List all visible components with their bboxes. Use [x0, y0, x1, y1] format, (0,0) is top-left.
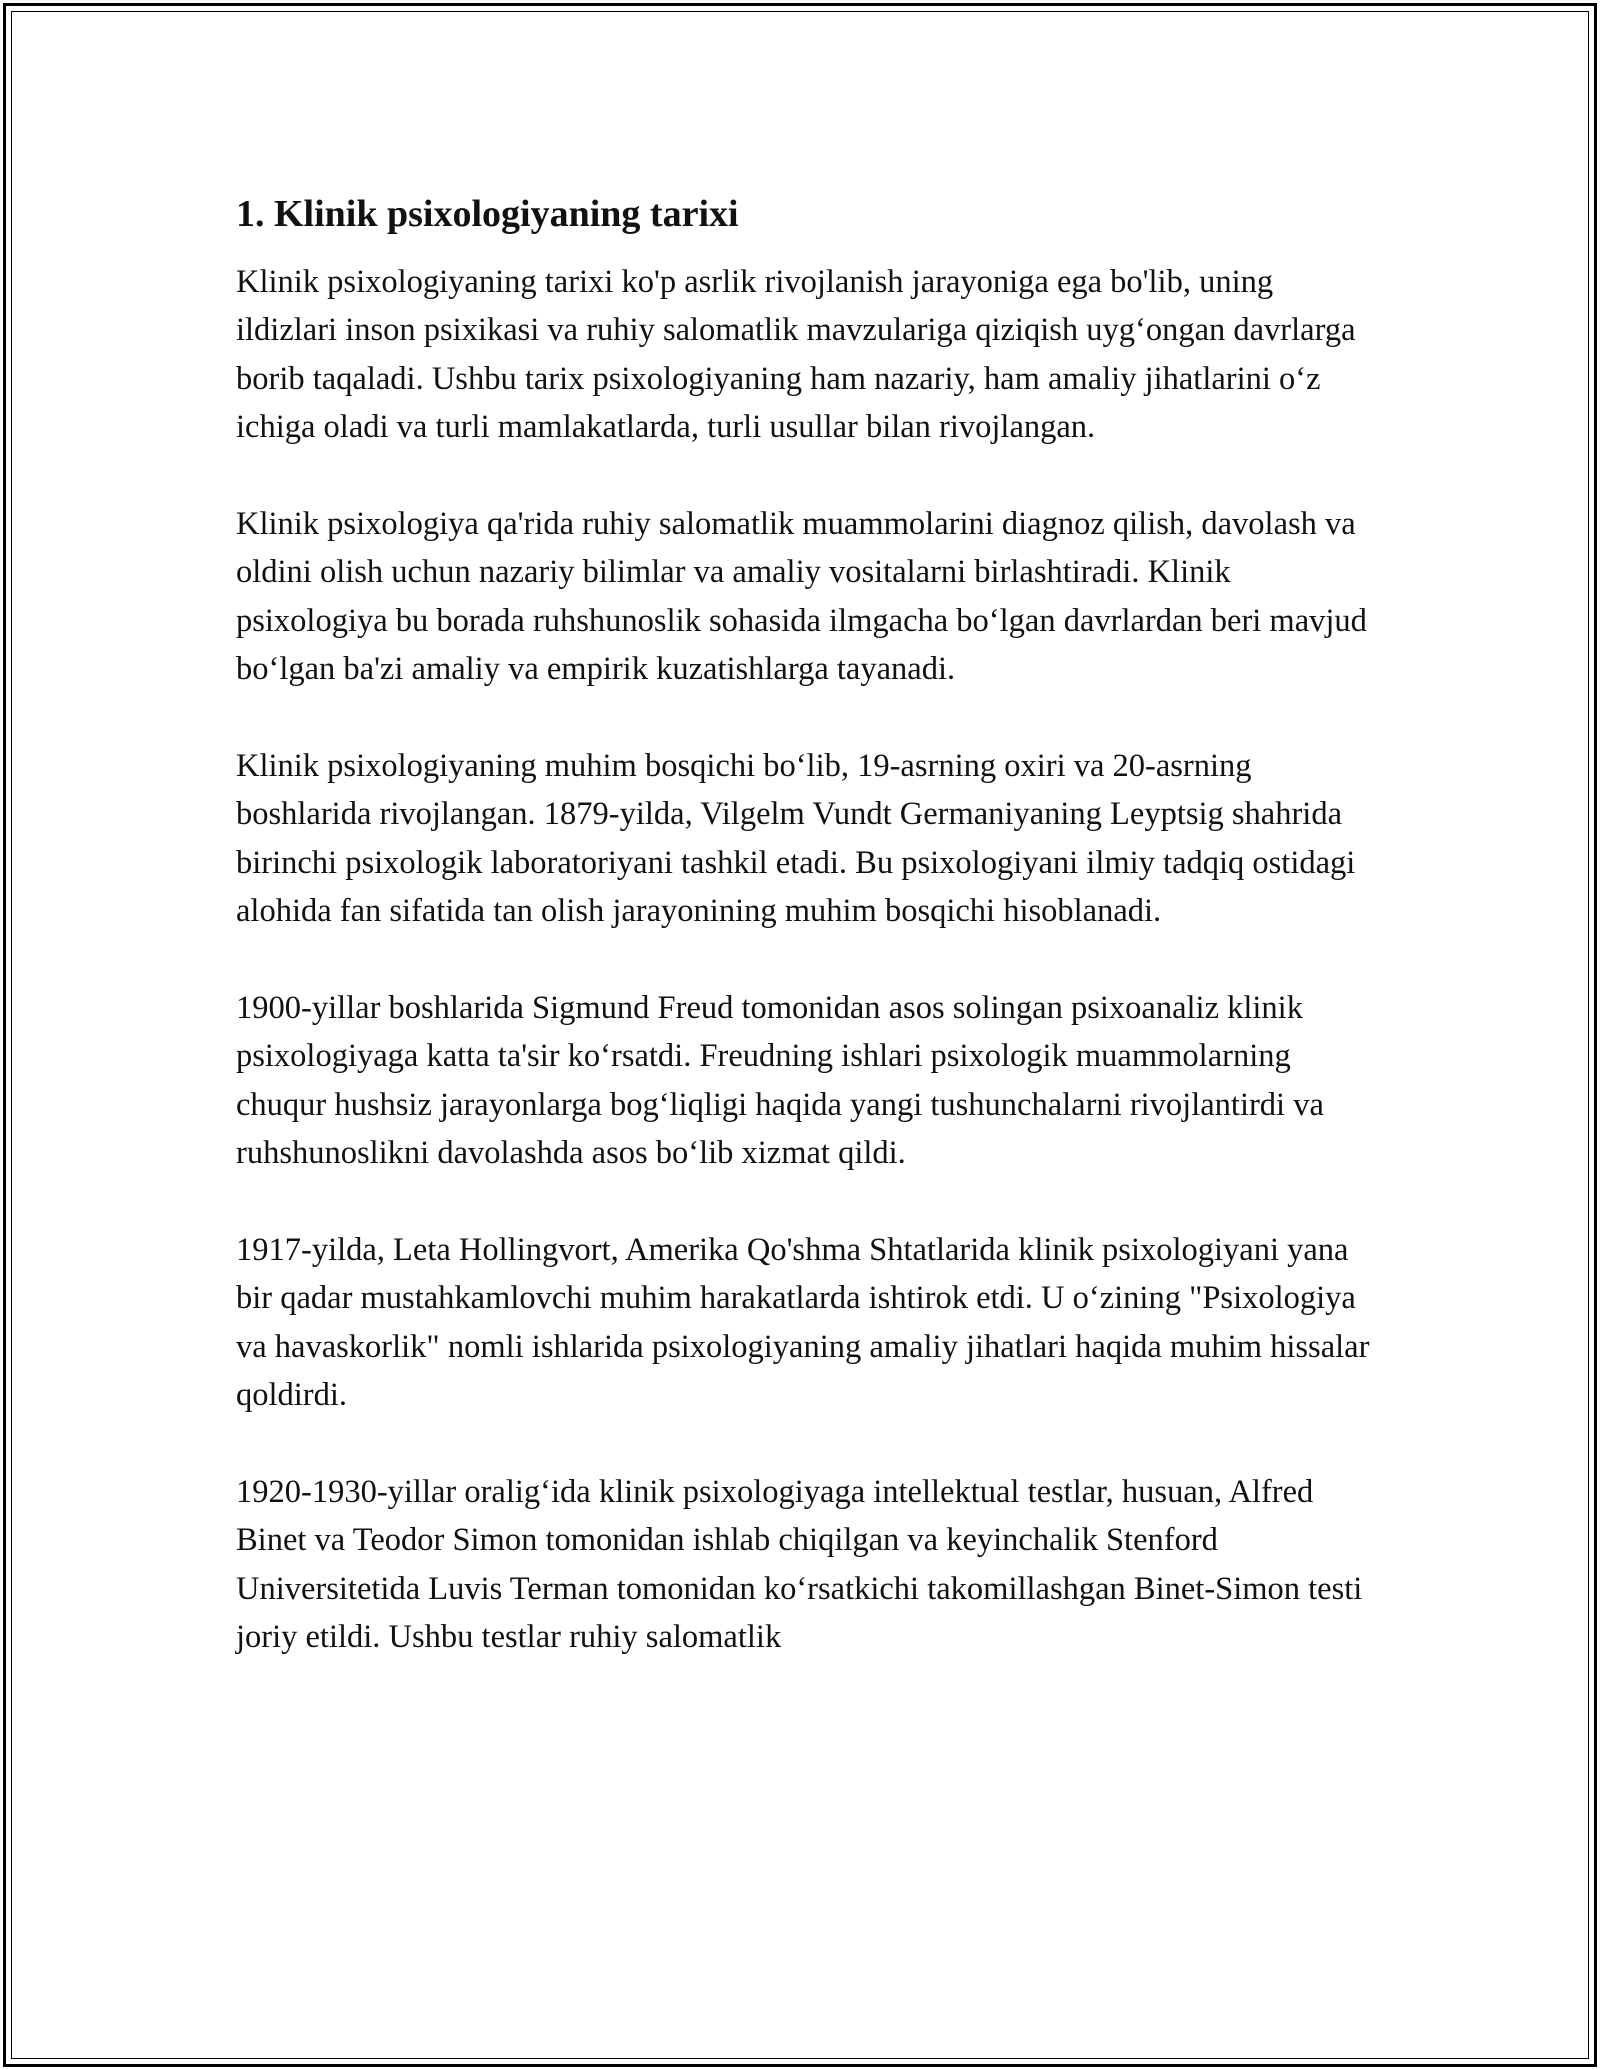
paragraph: Klinik psixologiya qa'rida ruhiy salomatlik muammolarini diagnoz qilish, davolash va oldini olish uchun nazariy bilimlar va amaliy vositalarni birlashtiradi. Klinik psixologiya bu borada ruhshunoslik sohasida ilmgacha bo‘lgan davrlardan beri mavjud bo‘lgan ba'zi amaliy va empirik kuzatishlarga tayanadi. — [236, 506, 1367, 688]
paragraph: Klinik psixologiyaning muhim bosqichi bo‘lib, 19-asrning oxiri va 20-asrning boshlarida rivojlangan. 1879-yilda, Vilgelm Vundt Germaniyaning Leyptsig shahrida birinchi psixologik laboratoriyani tashkil etadi. Bu psixologiyani ilmiy tadqiq ostidagi alohida fan sifatida tan olish jarayonining muhim bosqichi hisoblanadi. — [236, 748, 1356, 930]
paragraph: 1917-yilda, Leta Hollingvort, Amerika Qo'shma Shtatlarida klinik psixologiyani yana bir qadar mustahkamlovchi muhim harakatlarda ishtirok etdi. U o‘zining "Psixologiya va havaskorlik" nomli ishlarida psixologiyaning amaliy jihatlari haqida muhim hissalar qoldirdi. — [236, 1232, 1370, 1414]
paragraph: 1900-yillar boshlarida Sigmund Freud tomonidan asos solingan psixoanaliz klinik psixologiyaga katta ta'sir ko‘rsatdi. Freudning ishlari psixologik muammolarning chuqur hushsiz jarayonlarga bog‘liqligi haqida yangi tushunchalarni rivojlantirdi va ruhshunoslikni davolashda asos bo‘lib xizmat qildi. — [236, 990, 1324, 1172]
paragraph: Klinik psixologiyaning tarixi ko'p asrlik rivojlanish jarayoniga ega bo'lib, uning ildizlari inson psixikasi va ruhiy salomatlik mavzulariga qiziqish uyg‘ongan davrlarga borib taqaladi. Ushbu tarix psixologiyaning ham nazariy, ham amaliy jihatlarini o‘z ichiga oladi va turli mamlakatlarda, turli usullar bilan rivojlangan. — [236, 264, 1356, 446]
document-body — [236, 186, 1376, 1662]
paragraph: 1920-1930-yillar oralig‘ida klinik psixologiyaga intellektual testlar, husuan, Alfred Binet va Teodor Simon tomonidan ishlab chiqilgan va keyinchalik Stenford Universitetida Luvis Terman tomonidan ko‘rsatkichi takomillashgan Binet-Simon testi joriy etildi. Ushbu testlar ruhiy salomatlik — [236, 1474, 1363, 1656]
section-heading: 1. Klinik psixologiyaning tarixi — [236, 193, 739, 235]
